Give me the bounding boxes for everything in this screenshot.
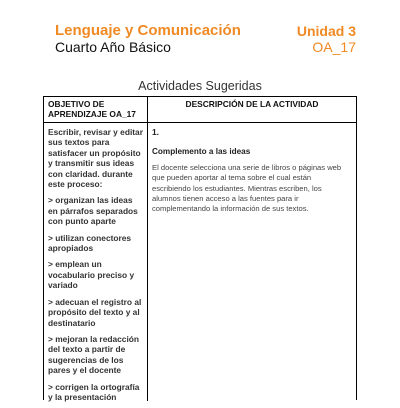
column-header-objective: OBJETIVO DE APRENDIZAJE OA_17 xyxy=(48,99,136,119)
objective-cell xyxy=(48,127,144,408)
activity-table xyxy=(43,96,357,400)
indicator-item: > mejoran la redacción del texto a partir de sugerencias de los pares y el docente xyxy=(48,333,140,376)
grade-level: Cuarto Año Básico xyxy=(55,39,171,55)
activity-description: El docente selecciona una serie de libros o páginas web que pueden aportar al tema sobre el cual están escribiendo los estudiantes. Mientras escriben, los alumnos tienen acceso a las fuentes para ir complementando la información de sus textos. xyxy=(152,163,342,214)
column-divider xyxy=(147,97,148,401)
section-title: Actividades Sugeridas xyxy=(138,79,262,93)
column-header-description: DESCRIPCIÓN DE LA ACTIVIDAD xyxy=(185,99,319,109)
subject-title: Lenguaje y Comunicación xyxy=(55,22,241,39)
indicator-item: > organizan las ideas en párrafos separados con punto aparte xyxy=(48,195,138,227)
indicator-item: > adecuan el registro al propósito del texto y al destinatario xyxy=(48,296,142,328)
document-header xyxy=(0,0,400,70)
header-row-divider xyxy=(44,122,356,123)
indicator-item: > utilizan conectores apropiados xyxy=(48,232,132,254)
indicator-item: > emplean un vocabulario preciso y variado xyxy=(48,259,135,291)
unit-label: Unidad 3 xyxy=(296,23,356,39)
indicator-item: > corrigen la ortografía y la presentación xyxy=(48,381,140,402)
activity-number: 1. xyxy=(152,127,159,137)
objective-statement: Escribir, revisar y editar sus textos para satisfacer un propósito y transmitir sus ideas con claridad. durante este proceso: xyxy=(48,127,143,190)
description-cell xyxy=(152,127,350,214)
activity-title: Complemento a las ideas xyxy=(152,147,251,156)
objective-code: OA_17 xyxy=(312,39,356,55)
